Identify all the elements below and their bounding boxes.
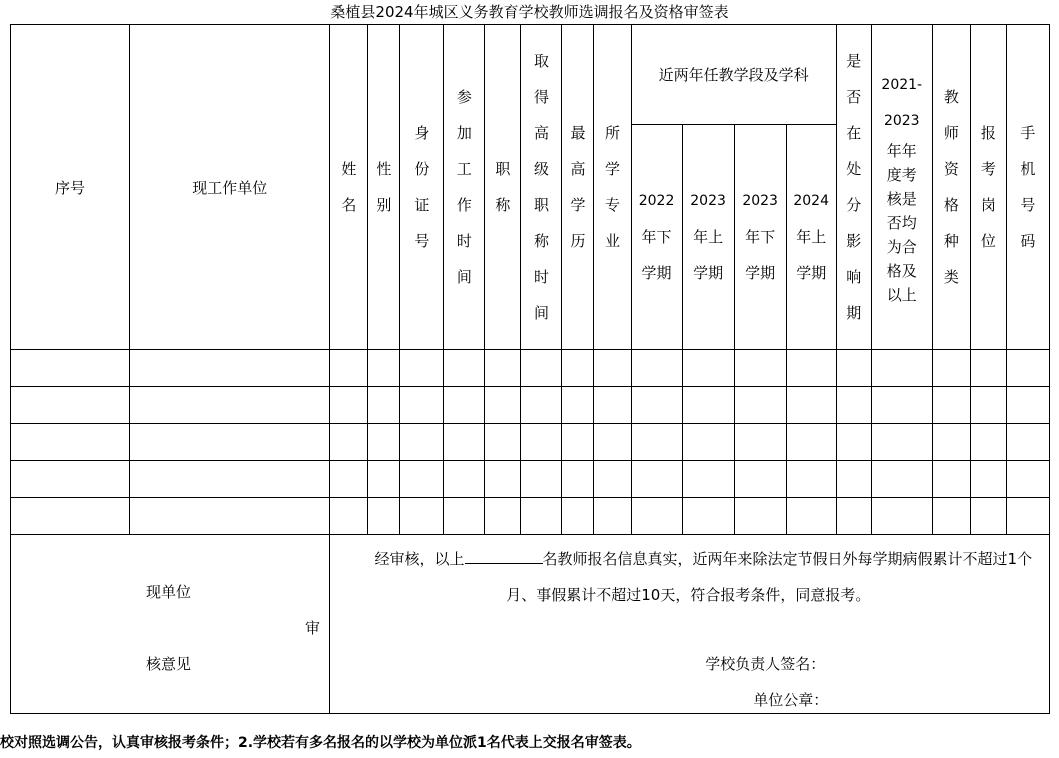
- review-statement: 经审核，以上 名教师报名信息真实，近两年来除法定节假日外每学期病假累计不超过1个月、事假累计不超过10天，符合报考条件，同意报考。: [374, 550, 1033, 604]
- header-gender: 性别: [368, 25, 400, 350]
- review-content-cell: [330, 535, 1050, 714]
- header-title-rank: 职称: [485, 25, 521, 350]
- principal-signature-label: 学校负责人签名：: [705, 655, 826, 673]
- header-term-4: 2024 年上学期: [786, 125, 836, 350]
- header-position: 报考岗位: [970, 25, 1006, 350]
- assessment-text: 年年度考核是否均为合格及以上: [886, 142, 917, 304]
- header-seq: 序号: [11, 25, 130, 350]
- form-title: 桑植县2024年城区义务教育学校教师选调报名及资格审签表: [330, 3, 729, 21]
- header-phone: 手机号码: [1006, 25, 1049, 350]
- header-cert-type: 教师资格种类: [932, 25, 970, 350]
- header-term-1: 2022 年下学期: [631, 125, 682, 350]
- header-term-3: 2023 年下学期: [734, 125, 786, 350]
- header-punishment: 是否在处分影响期: [836, 25, 871, 350]
- footnote: 校对照选调公告，认真审核报考条件；2.学校若有多名报名的以学校为单位派1名代表上交报名审签表。: [0, 735, 641, 751]
- table-row: [11, 424, 1050, 461]
- table-row: [11, 350, 1050, 387]
- header-unit: 现工作单位: [130, 25, 330, 350]
- review-label-line1: 现单位: [146, 583, 192, 601]
- header-assessment: [871, 25, 932, 350]
- header-work-start: 参加工作时间: [444, 25, 485, 350]
- header-id-card: 身份证号: [400, 25, 444, 350]
- teacher-count-blank[interactable]: [465, 549, 543, 564]
- registration-table: [10, 24, 1050, 714]
- header-name: 姓名: [330, 25, 368, 350]
- header-senior-title-time: 取得高级职称时间: [521, 25, 562, 350]
- header-education: 最高学历: [562, 25, 594, 350]
- unit-seal-label: 单位公章：: [753, 691, 829, 709]
- review-label-cell: [11, 535, 330, 714]
- header-term-2: 2023 年上学期: [682, 125, 734, 350]
- table-row: [11, 387, 1050, 424]
- header-major: 所学专业: [594, 25, 631, 350]
- table-row: [11, 461, 1050, 498]
- review-label-line3: 核意见: [146, 655, 192, 673]
- review-label-line2: 审: [305, 619, 321, 637]
- assessment-year: 2021-2023: [881, 77, 923, 129]
- header-recent-teaching: 近两年任教学段及学科: [631, 25, 836, 125]
- table-row: [11, 498, 1050, 535]
